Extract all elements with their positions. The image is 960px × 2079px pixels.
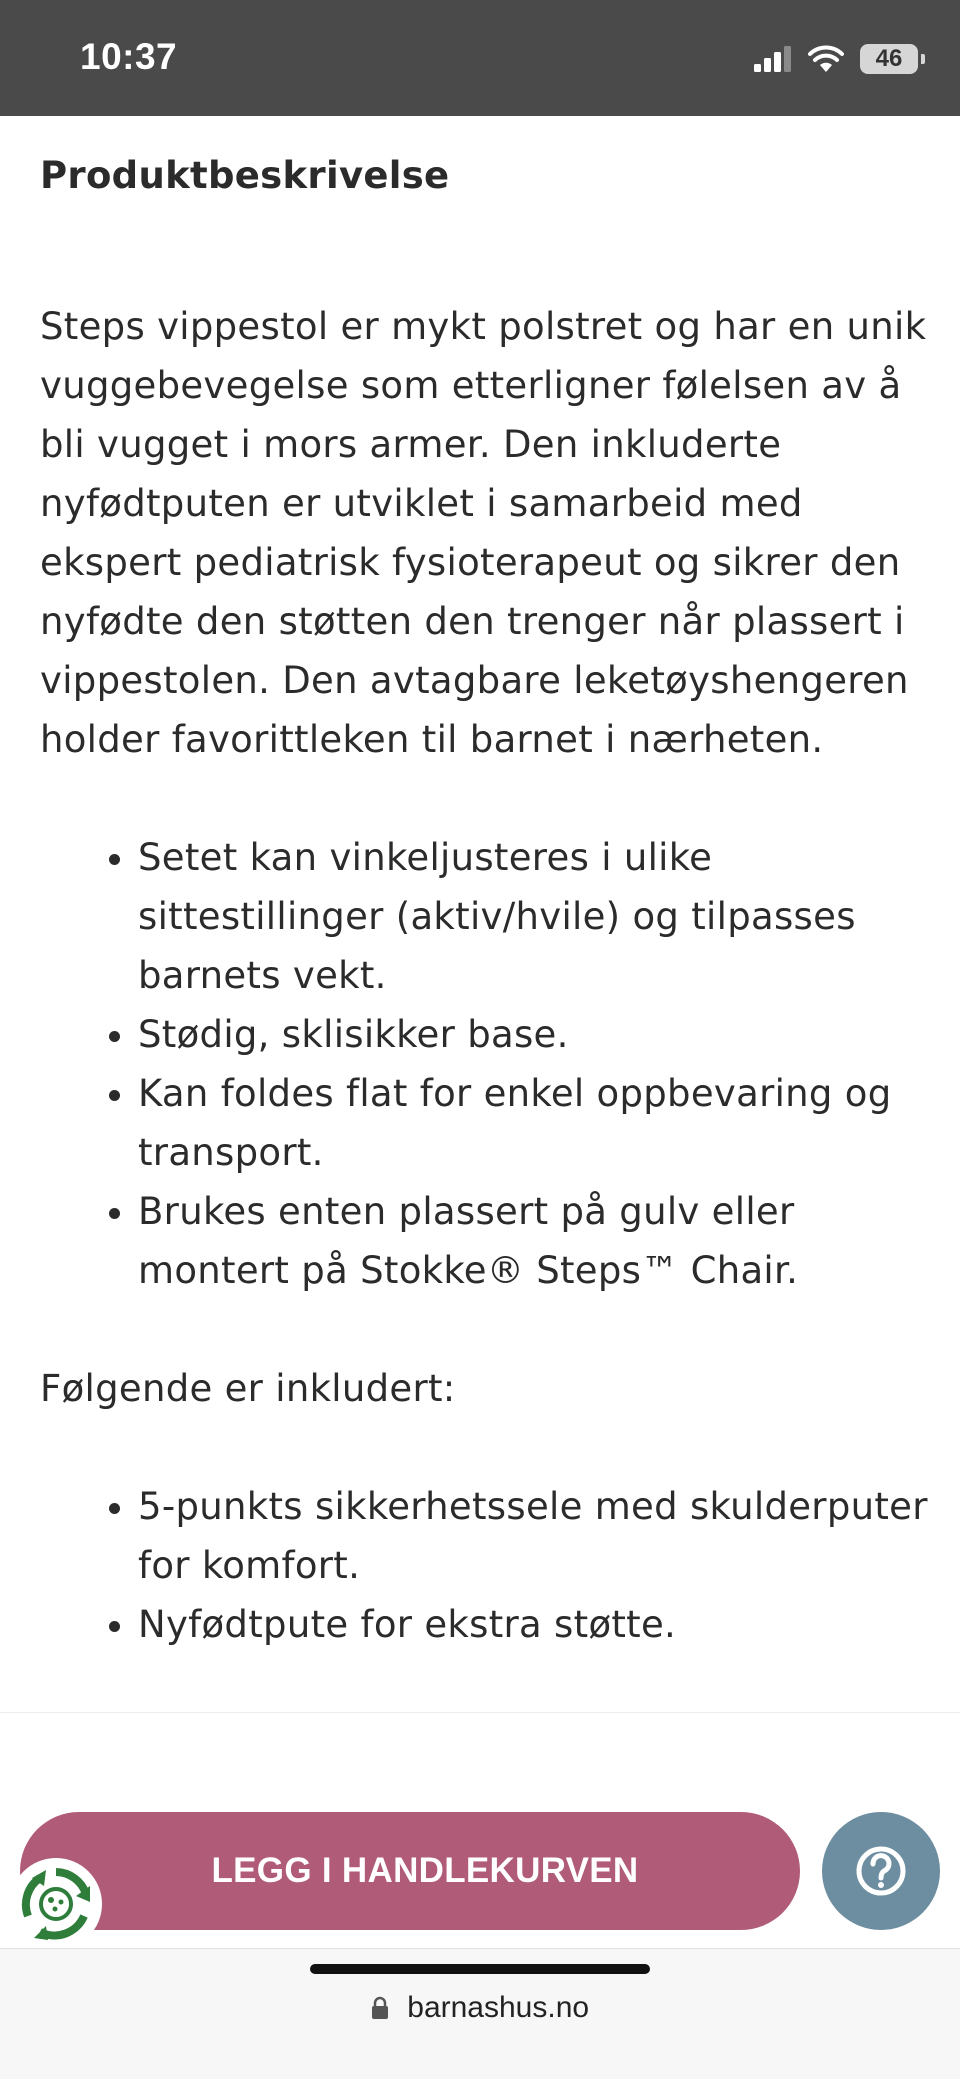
list-item: • Nyfødtpute for ekstra støtte. xyxy=(138,1595,930,1654)
status-bar xyxy=(0,0,960,116)
add-to-cart-label: LEGG I HANDLEKURVEN xyxy=(211,1851,639,1890)
product-description xyxy=(40,116,930,1654)
add-to-cart-button[interactable] xyxy=(20,1812,800,1930)
help-button[interactable] xyxy=(822,1812,940,1930)
eco-recycle-icon xyxy=(10,1858,102,1950)
list-item: • Kan foldes flat for enkel oppbevaring og transport. xyxy=(138,1064,930,1182)
list-item: • 5-punkts sikkerhetssele med skulderputer for komfort. xyxy=(138,1477,930,1595)
list-item: • Brukes enten plassert på gulv eller montert på Stokke® Steps™ Chair. xyxy=(138,1182,930,1300)
section-heading: Produktbeskrivelse xyxy=(40,154,450,197)
lock-icon xyxy=(371,1996,389,2020)
description-paragraph: Steps vippestol er mykt polstret og har en unik vuggebevegelse som etterligner følelsen av å bli vugget i mors armer. Den inkluderte nyfødtputen er utviklet i samarbeid med ekspert pediatrisk fysioterapeut og sikrer den nyfødte den støtten den trenger når plassert i vippestolen. Den avtagbare leketøyshengeren holder favorittleken til barnet i nærheten. xyxy=(40,305,927,762)
url-text: barnashus.no xyxy=(407,1991,590,2024)
home-indicator[interactable] xyxy=(310,1964,650,1974)
features-list xyxy=(40,828,930,1300)
list-item: • Setet kan vinkeljusteres i ulike sittestillinger (aktiv/hvile) og tilpasses barnets vekt. xyxy=(138,828,930,1005)
divider xyxy=(0,1712,960,1713)
eco-badge[interactable] xyxy=(10,1858,102,1950)
included-label: Følgende er inkludert: xyxy=(40,1367,456,1411)
status-icons xyxy=(754,44,918,74)
battery-icon: 46 xyxy=(860,44,918,74)
url-display[interactable] xyxy=(0,1991,960,2025)
help-icon xyxy=(822,1812,940,1930)
wifi-icon xyxy=(808,45,844,73)
status-time: 10:37 xyxy=(80,36,178,77)
list-item: • Stødig, sklisikker base. xyxy=(138,1005,930,1064)
signal-icon xyxy=(754,46,792,72)
included-list xyxy=(40,1477,930,1654)
